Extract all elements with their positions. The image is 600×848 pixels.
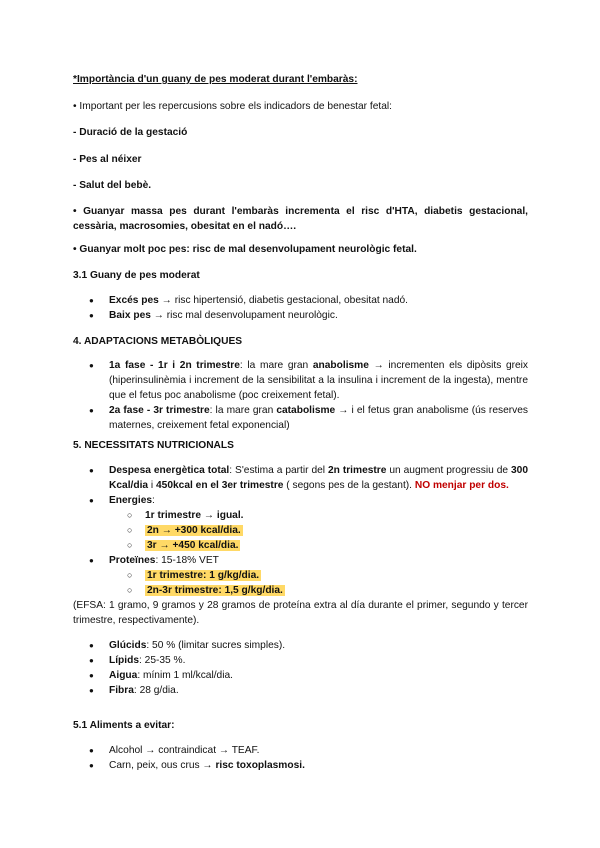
section-5-list xyxy=(73,463,528,598)
section-5-title: 5. NECESSITATS NUTRICIONALS xyxy=(73,440,234,451)
energies-sublist xyxy=(109,508,528,553)
efsa-note: (EFSA: 1 gramo, 9 gramos y 28 gramos de proteína extra al día durante el primer, segundo y tercer trimestre, respectivamente). xyxy=(73,600,528,626)
poc-pes-paragraph: • Guanyar molt poc pes: risc de mal desenvolupament neurològic fetal. xyxy=(73,244,417,255)
important-line: • Important per les repercusions sobre els indicadors de benestar fetal: xyxy=(73,101,392,112)
section-4-list xyxy=(73,358,528,433)
section-31-list xyxy=(73,293,528,323)
list-item: ● Despesa energètica total: S'estima a partir del 2n trimestre un augment progressiu de 300 Kcal/dia i 450kcal en el 3er trimestre ( segons pes de la gestant). NO menjar per dos. xyxy=(73,463,528,493)
list-item: ● Aigua: mínim 1 ml/kcal/dia. xyxy=(73,668,528,683)
list-item: ● Lípids: 25-35 %. xyxy=(73,653,528,668)
list-item: ● 1a fase - 1r i 2n trimestre: la mare gran anabolisme → incrementen els dipòsits greix (hiperinsulinèmia i increment de la sensibilitat a la insulina i increment de la ingesta), mentre que el fetus poc anabolisme (poc creixement fetal). xyxy=(73,358,528,403)
sub-item: ○ 3r → +450 kcal/dia. xyxy=(109,538,528,553)
item-pes: - Pes al néixer xyxy=(73,154,142,165)
list-item: ● 2a fase - 3r trimestre: la mare gran catabolisme → i el fetus gran anabolisme (ús reserves maternes, creixement fetal exponencial) xyxy=(73,403,528,433)
warning-text: NO menjar per dos. xyxy=(414,480,509,491)
heading-importance: *Importància d'un guany de pes moderat durant l'embaràs: xyxy=(73,74,358,85)
list-item: ● Fibra: 28 g/dia. xyxy=(73,683,528,698)
macros-list xyxy=(73,638,528,698)
list-item: ● Energies: ○ 1r trimestre → igual. ○ 2n → +300 kcal/dia. ○ 3r → +450 kcal/dia. xyxy=(73,493,528,553)
section-51-list xyxy=(73,743,528,773)
proteines-sublist xyxy=(109,568,528,598)
list-item: ● Baix pes → risc mal desenvolupament neurològic. xyxy=(73,308,528,323)
section-4-title: 4. ADAPTACIONS METABÒLIQUES xyxy=(73,336,243,347)
list-item: ● Alcohol → contraindicat → TEAF. xyxy=(73,743,528,758)
sub-item: ○ 1r trimestre: 1 g/kg/dia. xyxy=(109,568,528,583)
massa-pes-paragraph: • Guanyar massa pes durant l'embaràs incrementa el risc d'HTA, diabetis gestacional, cessària, macrosomies, obesitat en el nadó…. xyxy=(73,206,528,232)
list-item: ● Proteïnes: 15-18% VET ○ 1r trimestre: 1 g/kg/dia. ○ 2n-3r trimestre: 1,5 g/kg/dia. xyxy=(73,553,528,598)
item-gestacio: - Duració de la gestació xyxy=(73,127,188,138)
list-item: ● Glúcids: 50 % (limitar sucres simples). xyxy=(73,638,528,653)
sub-item: ○ 2n-3r trimestre: 1,5 g/kg/dia. xyxy=(109,583,528,598)
sub-item: ○ 1r trimestre → igual. xyxy=(109,508,528,523)
sub-item: ○ 2n → +300 kcal/dia. xyxy=(109,523,528,538)
section-31-title: 3.1 Guany de pes moderat xyxy=(73,270,200,281)
list-item: ● Carn, peix, ous crus → risc toxoplasmosi. xyxy=(73,758,528,773)
list-item: ● Excés pes → risc hipertensió, diabetis gestacional, obesitat nadó. xyxy=(73,293,528,308)
item-salut: - Salut del bebè. xyxy=(73,180,152,191)
section-51-title: 5.1 Aliments a evitar: xyxy=(73,720,175,731)
